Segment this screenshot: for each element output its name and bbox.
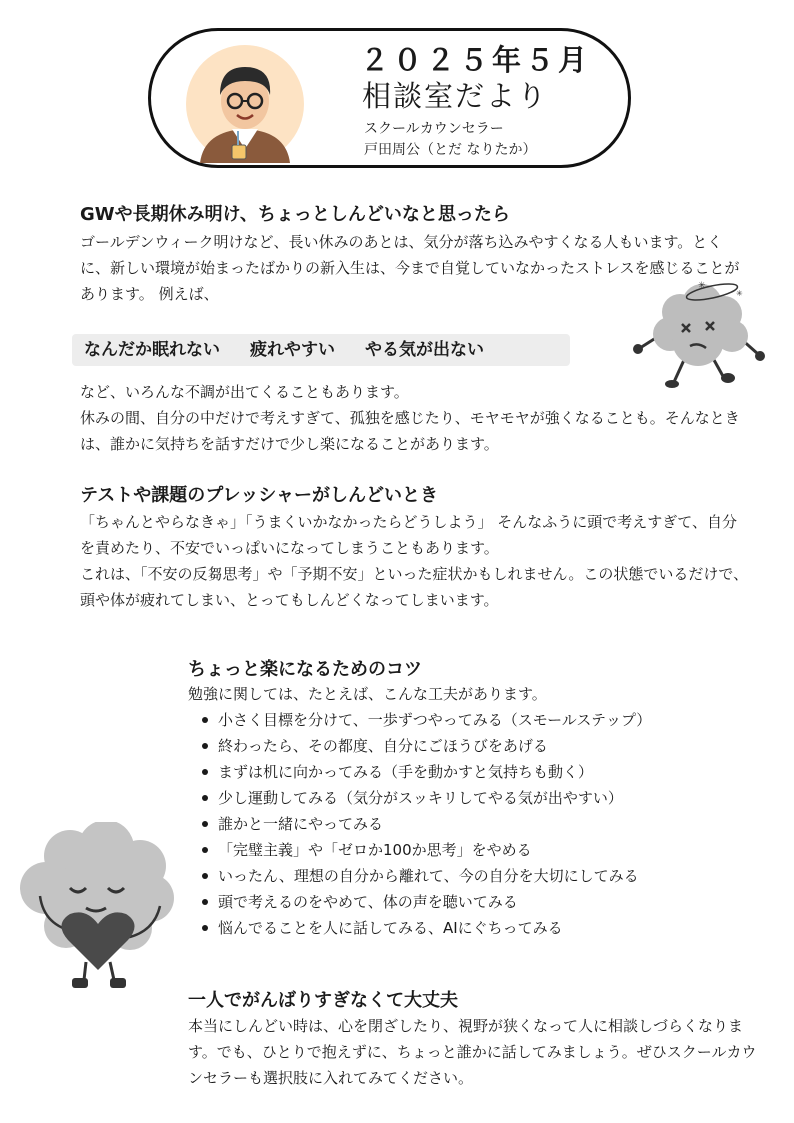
section1-heading: GWや長期休み明け、ちょっとしんどいなと思ったら xyxy=(80,204,510,225)
section2-heading: テストや課題のプレッシャーがしんどいとき xyxy=(80,485,439,506)
newsletter-title: 相談室だより xyxy=(362,79,549,113)
tip-item: 「完璧主義」や「ゼロか100か思考」をやめる xyxy=(196,837,651,863)
section3-intro: 勉強に関しては、たとえば、こんな工夫があります。 xyxy=(188,685,547,703)
counselor-avatar xyxy=(186,45,304,163)
tip-item: いったん、理想の自分から離れて、今の自分を大切にしてみる xyxy=(196,863,651,889)
author-role: スクールカウンセラー xyxy=(364,121,504,137)
tip-item: 少し運動してみる（気分がスッキリしてやる気が出やすい） xyxy=(196,785,651,811)
tip-item: 誰かと一緒にやってみる xyxy=(196,811,651,837)
symptom-item: やる気が出ない xyxy=(365,340,484,360)
author-name: 戸田周公（とだ なりたか） xyxy=(364,142,537,158)
symptom-item: なんだか眠れない xyxy=(84,340,220,360)
issue-date: ２０２５年５月 xyxy=(360,43,592,77)
symptom-item: 疲れやすい xyxy=(250,340,335,360)
tip-item: 小さく目標を分けて、一歩ずつやってみる（スモールステップ） xyxy=(196,707,651,733)
tip-item: まずは机に向かってみる（手を動かすと気持ちも動く） xyxy=(196,759,651,785)
tips-list xyxy=(196,707,651,941)
section3-heading: ちょっと楽になるためのコツ xyxy=(188,659,422,680)
section2-body xyxy=(80,509,750,613)
svg-text:✳: ✳ xyxy=(698,281,706,291)
section2-body-a: 「ちゃんとやらなきゃ」「うまくいかなかったらどうしよう」 そんなふうに頭で考えすぎて、自分を責めたり、不安でいっぱいになってしまうこともあります。 xyxy=(80,513,737,557)
section1-body-2a: など、いろんな不調が出てくることもあります。 xyxy=(80,383,409,401)
section2-body-b: これは、「不安の反芻思考」や「予期不安」といった症状かもしれません。この状態でいるだけで、頭や体が疲れてしまい、とってもしんどくなってしまいます。 xyxy=(80,565,749,609)
svg-text:✳: ✳ xyxy=(736,289,743,298)
section4-heading: 一人でがんばりすぎなくて大丈夫 xyxy=(188,990,458,1011)
dizzy-character-illustration xyxy=(628,278,768,390)
symptoms-highlight xyxy=(72,334,570,366)
heart-character-illustration xyxy=(10,822,180,994)
tip-item: 悩んでることを人に話してみる、AIにぐちってみる xyxy=(196,915,651,941)
tip-item: 頭で考えるのをやめて、体の声を聴いてみる xyxy=(196,889,651,915)
section1-body: ゴールデンウィーク明けなど、長い休みのあとは、気分が落ち込みやすくなる人もいます。とくに、新しい環境が始まったばかりの新入生は、今まで自覚していなかったストレスを感じることがあります。 例えば、 xyxy=(80,233,740,303)
section1-body-2b: 休みの間、自分の中だけで考えすぎて、孤独を感じたり、モヤモヤが強くなることも。そんなときは、誰かに気持ちを話すだけで少し楽になることがあります。 xyxy=(80,409,740,453)
tip-item: 終わったら、その都度、自分にごほうびをあげる xyxy=(196,733,651,759)
section4-body: 本当にしんどい時は、心を閉ざしたり、視野が狭くなって人に相談しづらくなります。でも、ひとりで抱えずに、ちょっと誰かに話してみましょう。ぜひスクールカウンセラーも選択肢に入れてみてください。 xyxy=(188,1017,757,1087)
section1-body-2 xyxy=(80,379,750,457)
